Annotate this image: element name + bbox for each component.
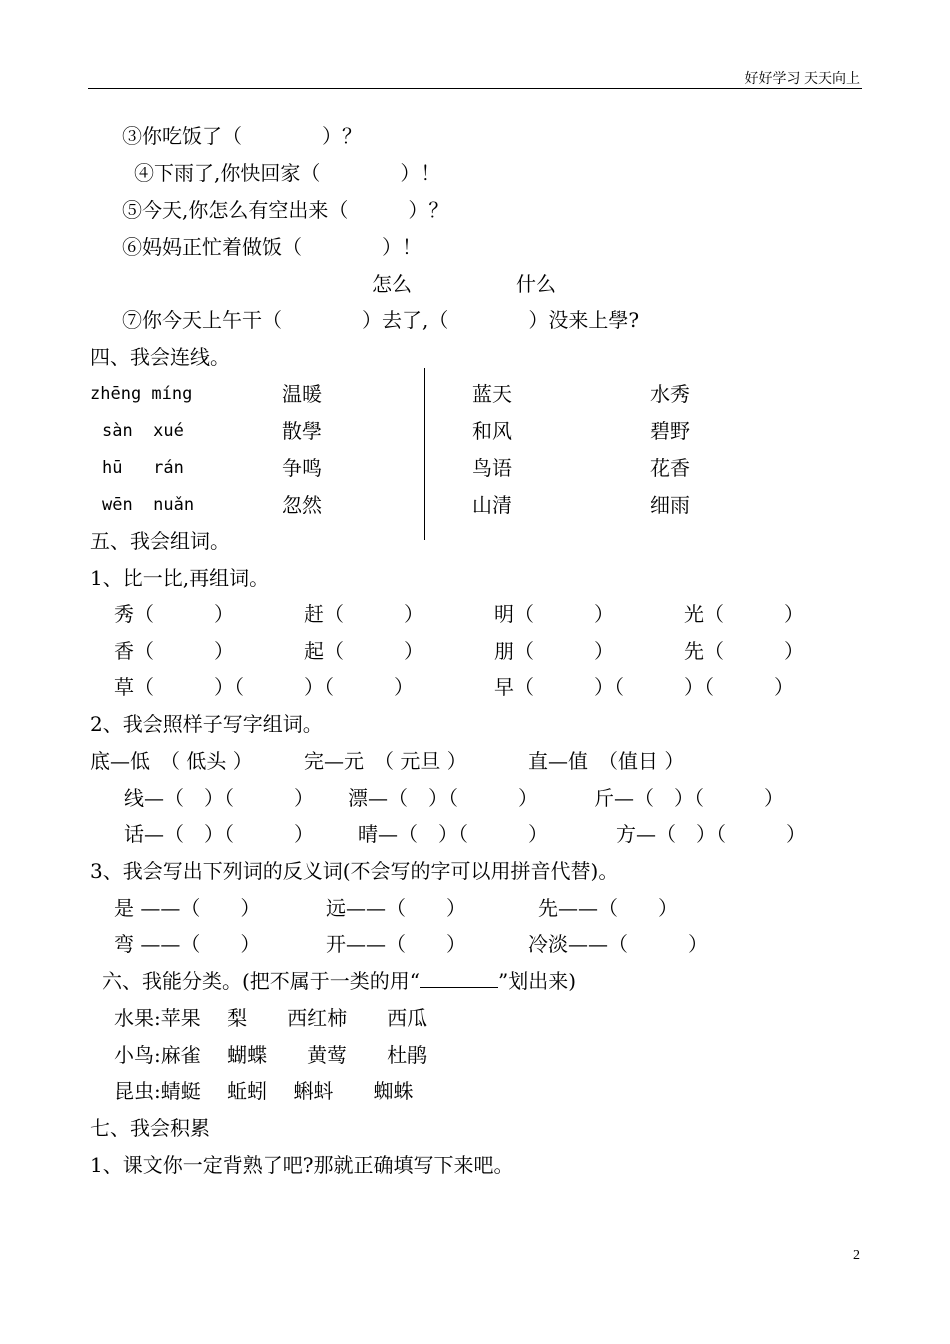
- example-item: 直—值 （值日 ）: [528, 749, 685, 773]
- compare-item: 光（ ）: [684, 602, 804, 626]
- header-rule: [88, 88, 862, 89]
- word-pair-item: 斤—（ ）（ ）: [594, 786, 784, 810]
- compare-item: 秀（ ）: [114, 602, 234, 626]
- word-right: 水秀: [650, 382, 690, 406]
- word-mid: 和风: [472, 419, 512, 443]
- question-7: ⑦你今天上午干（ ）去了,（ ）没来上學?: [122, 308, 640, 332]
- page-number: 2: [853, 1248, 860, 1263]
- section7-title: 七、我会积累: [90, 1116, 210, 1140]
- word-option-right: 什么: [516, 272, 556, 296]
- word-right: 碧野: [650, 419, 690, 443]
- question-3: ③你吃饭了（ ）？: [122, 124, 362, 148]
- word-mid: 鸟语: [472, 456, 512, 480]
- compare-item: 早（ ）（ ）（ ）: [494, 675, 794, 699]
- category-row: 水果:苹果 梨 西红柿 西瓜: [114, 1006, 428, 1030]
- compare-item: 明（ ）: [494, 602, 614, 626]
- pinyin-item: sàn xué: [102, 421, 184, 441]
- compare-item: 起（ ）: [304, 639, 424, 663]
- word-right: 花香: [650, 456, 690, 480]
- word-left: 忽然: [282, 493, 322, 517]
- compare-item: 朋（ ）: [494, 639, 614, 663]
- antonym-item: 是 ——（ ）: [114, 896, 261, 920]
- antonym-item: 远——（ ）: [326, 896, 466, 920]
- section5-title: 五、我会组词。: [90, 529, 230, 553]
- word-left: 散學: [282, 419, 322, 443]
- word-mid: 蓝天: [472, 382, 512, 406]
- compare-item: 草（ ）（ ）（ ）: [114, 675, 414, 699]
- section5-q2-title: 2、我会照样子写字组词。: [90, 712, 323, 736]
- pinyin-item: hū rán: [102, 458, 184, 478]
- word-pair-item: 晴—（ ）（ ）: [358, 822, 548, 846]
- word-right: 细雨: [650, 493, 690, 517]
- section6-title: [102, 969, 576, 993]
- category-row: 昆虫:蜻蜓 蚯蚓 蝌蚪 蜘蛛: [114, 1079, 414, 1103]
- section6-title-end: ”划出来): [498, 969, 577, 993]
- antonym-item: 冷淡——（ ）: [528, 932, 708, 956]
- section5-q3-title: 3、我会写出下列词的反义词(不会写的字可以用拼音代替)。: [90, 859, 619, 883]
- column-divider: [424, 368, 425, 540]
- antonym-item: 先——（ ）: [538, 896, 678, 920]
- section6-title-start: 六、我能分类。(把不属于一类的用“: [102, 969, 421, 993]
- page-header: 好好学习 天天向上: [744, 72, 860, 87]
- word-pair-item: 线—（ ）（ ）: [124, 786, 314, 810]
- question-6: ⑥妈妈正忙着做饭（ ）！: [122, 235, 422, 259]
- underline-sample: [420, 969, 498, 988]
- word-left: 争鸣: [282, 456, 322, 480]
- category-row: 小鸟:麻雀 蝴蝶 黄莺 杜鹃: [114, 1043, 428, 1067]
- antonym-item: 开——（ ）: [326, 932, 466, 956]
- example-item: 完—元 （ 元旦 ）: [304, 749, 467, 773]
- question-4: ④下雨了,你快回家（ ）！: [134, 161, 441, 185]
- word-left: 温暖: [282, 382, 322, 406]
- word-mid: 山清: [472, 493, 512, 517]
- compare-item: 先（ ）: [684, 639, 804, 663]
- word-pair-item: 方—（ ）（ ）: [616, 822, 806, 846]
- antonym-item: 弯 ——（ ）: [114, 932, 261, 956]
- compare-item: 赶（ ）: [304, 602, 424, 626]
- question-5: ⑤今天,你怎么有空出来（ ）？: [122, 198, 449, 222]
- section7-q1: 1、课文你一定背熟了吧?那就正确填写下来吧。: [90, 1153, 514, 1177]
- compare-item: 香（ ）: [114, 639, 234, 663]
- pinyin-item: zhēng míng: [90, 384, 193, 404]
- section5-q1-title: 1、比一比,再组词。: [90, 566, 270, 590]
- word-pair-item: 话—（ ）（ ）: [124, 822, 314, 846]
- example-item: 底—低 （ 低头 ）: [90, 749, 253, 773]
- word-pair-item: 漂—（ ）（ ）: [348, 786, 538, 810]
- word-option-left: 怎么: [372, 272, 412, 296]
- section4-title: 四、我会连线。: [90, 345, 230, 369]
- pinyin-item: wēn nuǎn: [102, 495, 195, 515]
